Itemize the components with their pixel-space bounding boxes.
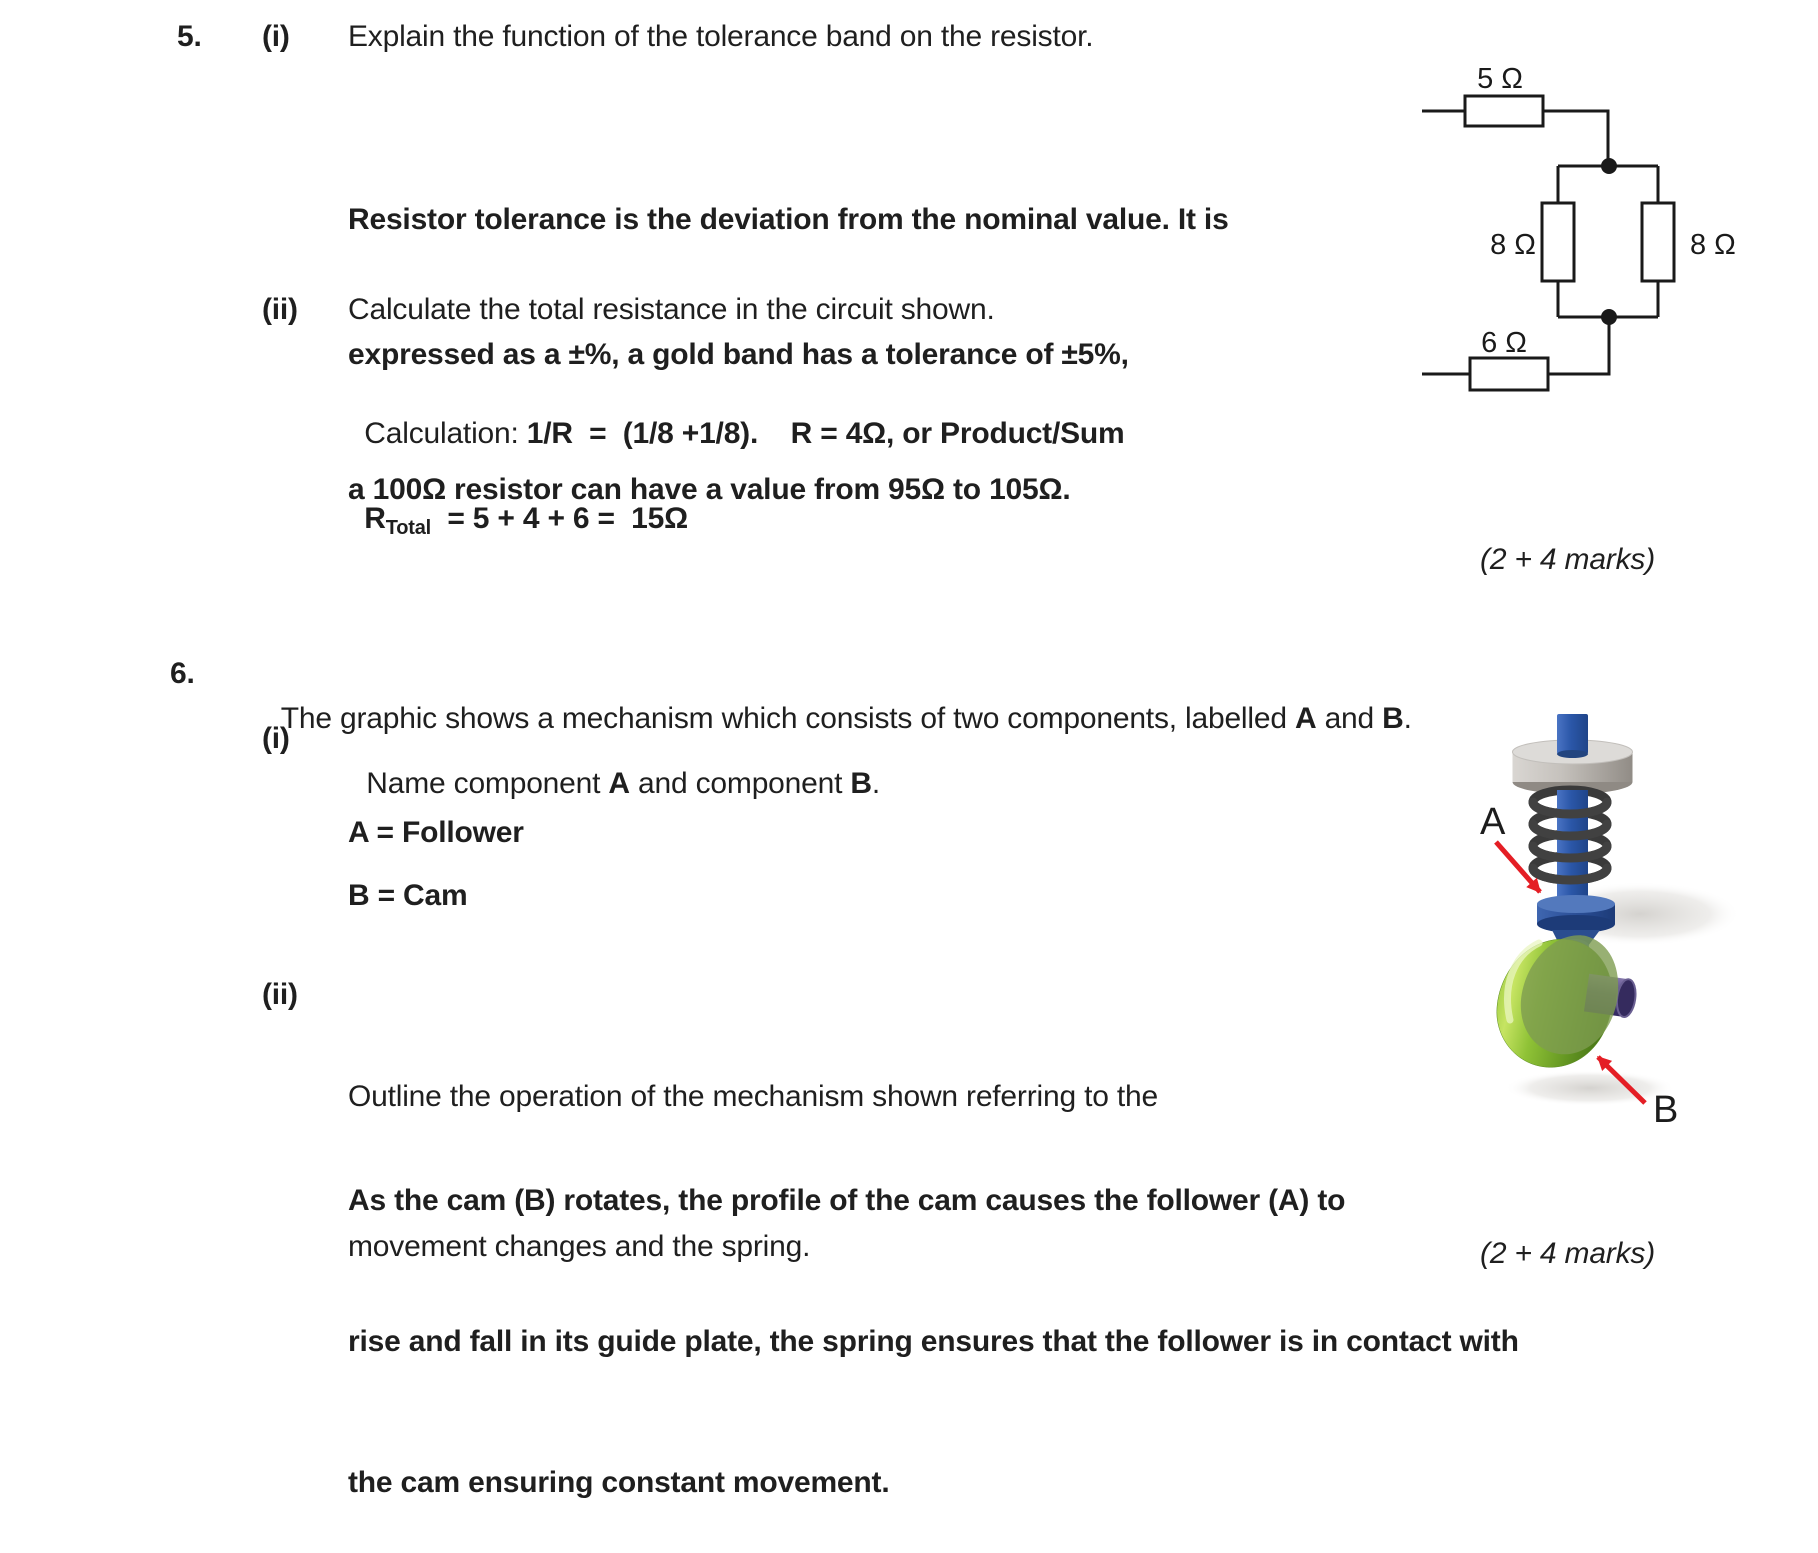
q6-number: 6.	[170, 657, 195, 690]
q6-part-i-question	[350, 716, 880, 806]
wire-top-right-lead	[1543, 111, 1608, 166]
q6-qi-middle: and component	[629, 767, 851, 800]
resistor-box-right	[1642, 203, 1674, 281]
q5-part-ii-label: (ii)	[262, 293, 298, 326]
calculation-expression: 1/R = (1/8 +1/8). R = 4Ω, or Product/Sum	[526, 417, 1125, 450]
q6-qi-b: B	[850, 767, 872, 800]
q5-answer-line-1: Resistor tolerance is the deviation from the nominal value. It is	[348, 203, 1229, 236]
follower-shaft-top	[1557, 714, 1588, 754]
q6-answer-b: B = Cam	[348, 879, 468, 912]
q6-answer-line-2: rise and fall in its guide plate, the spring ensures that the follower is in contact with	[348, 1325, 1519, 1358]
q6-intro-a: A	[1294, 702, 1317, 735]
q6-marks: (2 + 4 marks)	[1480, 1237, 1655, 1270]
mechanism-graphic	[1440, 690, 1750, 1170]
q5-part-i-label: (i)	[262, 20, 290, 53]
q5-part-ii-question: Calculate the total resistance in the circuit shown.	[348, 293, 995, 326]
flange-top	[1537, 895, 1615, 913]
q6-qii-line-2: movement changes and the spring.	[348, 1230, 811, 1263]
q5-number: 5.	[177, 20, 202, 53]
ground-shadow	[1505, 1070, 1675, 1106]
calculation-prefix: Calculation:	[364, 417, 527, 450]
label-8-ohm-right: 8 Ω	[1690, 229, 1736, 261]
circuit-wires	[1422, 111, 1658, 374]
q6-part-ii-label: (ii)	[262, 978, 298, 1011]
wire-bottom-right-lead	[1548, 317, 1609, 374]
q6-answer-line-1: As the cam (B) rotates, the profile of the cam causes the follower (A) to	[348, 1184, 1346, 1217]
q5-calculation-line	[348, 366, 1125, 456]
q6-intro-b: B	[1382, 702, 1404, 735]
q6-qii-line-1: Outline the operation of the mechanism shown referring to the	[348, 1080, 1158, 1113]
q6-qi-suffix: .	[871, 767, 880, 800]
mechanism-label-a: A	[1480, 801, 1506, 843]
q6-intro-middle: and	[1316, 702, 1383, 735]
junction-dot-bottom	[1601, 309, 1617, 325]
label-5-ohm: 5 Ω	[1477, 63, 1523, 95]
q6-part-ii-answer	[348, 1083, 1519, 1553]
shaft-hole-shadow	[1557, 750, 1588, 758]
q5-rtotal-line	[348, 451, 688, 551]
mechanism-label-b: B	[1653, 1089, 1679, 1131]
q6-qi-a: A	[608, 767, 630, 800]
q6-qi-prefix: Name component	[366, 767, 609, 800]
rtotal-result: = 5 + 4 + 6 = 15Ω	[431, 502, 688, 535]
resistor-box-left	[1542, 203, 1574, 281]
resistor-box-top	[1465, 96, 1543, 126]
circuit-diagram	[1400, 42, 1800, 412]
q6-intro-suffix: .	[1403, 702, 1412, 735]
label-8-ohm-left: 8 Ω	[1490, 229, 1536, 261]
q5-marks: (2 + 4 marks)	[1480, 543, 1655, 576]
resistor-box-bottom	[1470, 358, 1548, 390]
q6-part-i-label: (i)	[262, 722, 290, 755]
q5-answer-line-2: expressed as a ±%, a gold band has a tolerance of ±5%,	[348, 338, 1129, 371]
q6-answer-a: A = Follower	[348, 816, 524, 849]
q5-part-i-question: Explain the function of the tolerance band on the resistor.	[348, 20, 1094, 53]
q6-intro-prefix: The graphic shows a mechanism which consists of two components, labelled	[280, 702, 1295, 735]
junction-dot-top	[1601, 158, 1617, 174]
q5-answer-line-3: a 100Ω resistor can have a value from 95Ω to 105Ω.	[348, 473, 1071, 506]
label-6-ohm: 6 Ω	[1481, 327, 1527, 359]
rtotal-symbol: R	[364, 502, 386, 535]
follower-shaft	[1557, 790, 1588, 906]
rtotal-subscript: Total	[385, 517, 432, 539]
q6-answer-line-3: the cam ensuring constant movement.	[348, 1466, 890, 1499]
